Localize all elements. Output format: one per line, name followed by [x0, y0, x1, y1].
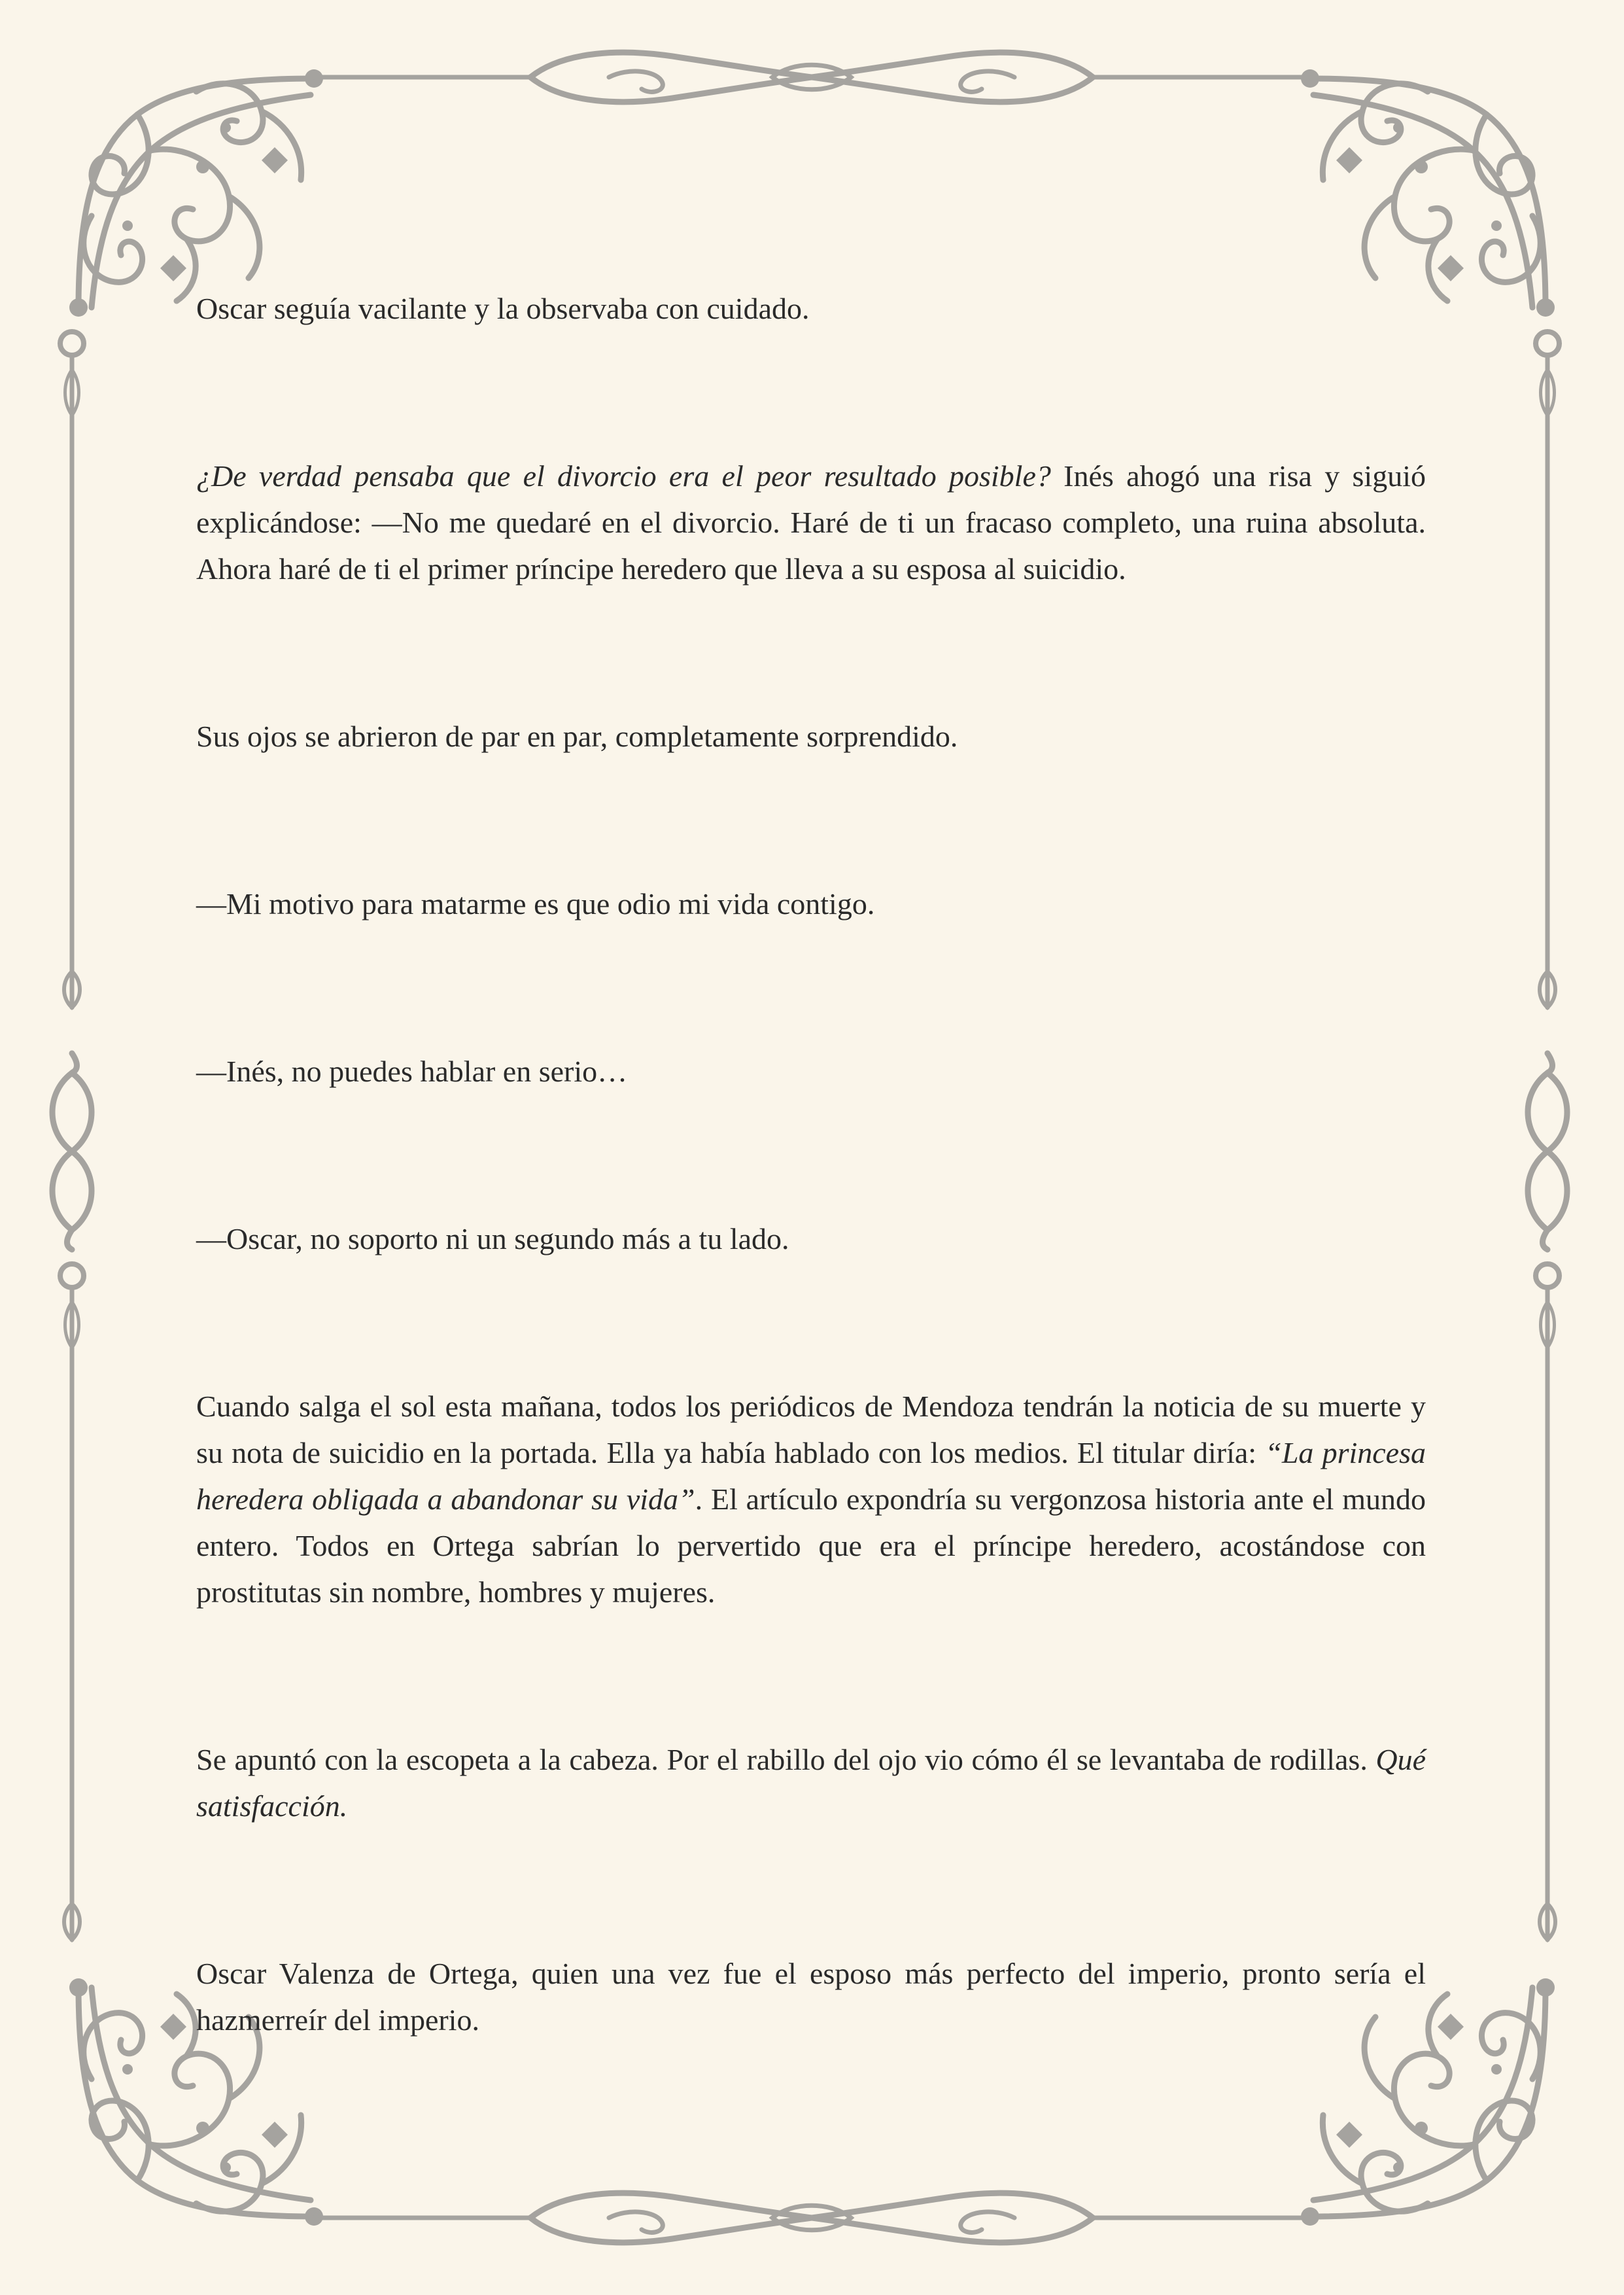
paragraph: —Oscar, no soporto ni un segundo más a tu lado.	[196, 1222, 789, 1255]
side-rule-left-top	[60, 332, 84, 1007]
side-rule-right-top	[1536, 332, 1559, 1007]
side-rule-right-bottom	[1536, 1264, 1559, 1940]
infinity-knot-icon-left	[52, 1053, 92, 1250]
paragraph: Oscar Valenza de Ortega, quien una vez fue el esposo más perfecto del imperio, pronto sería el hazmerreír del imperio.	[196, 1957, 1426, 2037]
paragraph: ¿De verdad pensaba que el divorcio era el peor resultado posible? Inés ahogó una risa y siguió explicándose: —No me quedaré en el divorcio. Haré de ti un fracaso completo, una ruina absoluta. Ahora haré de ti el primer príncipe heredero que lleva a su esposa al suicidio.	[196, 459, 1426, 586]
scroll-divider-icon-top	[315, 52, 1309, 102]
paragraph: Oscar seguía vacilante y la observaba con cuidado.	[196, 292, 810, 325]
paragraph: Cuando salga el sol esta mañana, todos los periódicos de Mendoza tendrán la noticia de su muerte y su nota de suicidio en la portada. Ella ya había hablado con los medios. El titular diría: “La princesa heredera obligada a abandonar su vida”. El artículo expondría su vergonzosa historia ante el mundo entero. Todos en Ortega sabrían lo pervertido que era el príncipe heredero, acostándose con prostitutas sin nombre, hombres y mujeres.	[196, 1390, 1426, 1609]
side-rule-left-bottom	[60, 1264, 84, 1940]
infinity-knot-icon-right	[1528, 1053, 1567, 1250]
body-text	[196, 268, 1426, 2043]
paragraph: —Inés, no puedes hablar en serio…	[196, 1055, 628, 1088]
paragraph: —Mi motivo para matarme es que odio mi vida contigo.	[196, 887, 875, 920]
scroll-divider-icon-bottom	[315, 2193, 1309, 2243]
paragraph: Sus ojos se abrieron de par en par, completamente sorprendido.	[196, 720, 958, 753]
paragraph: Se apuntó con la escopeta a la cabeza. Por el rabillo del ojo vio cómo él se levantaba de rodillas. Qué satisfacción.	[196, 1743, 1426, 1823]
